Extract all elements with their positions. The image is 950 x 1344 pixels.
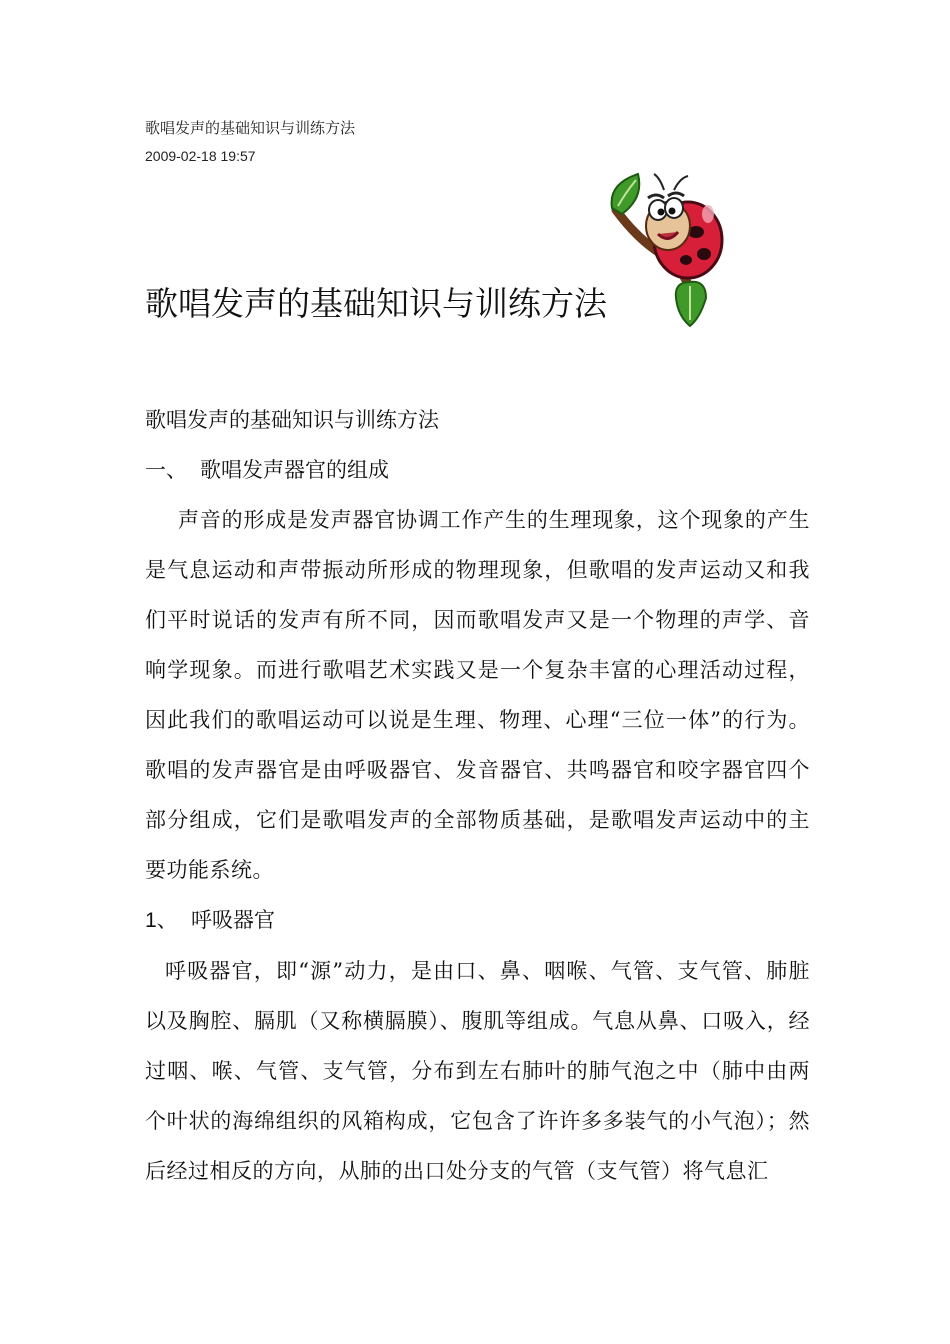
page-title: 歌唱发声的基础知识与训练方法 [145,284,607,323]
section-number: 一、 [145,458,187,482]
subsection-number: 1、 [145,909,178,932]
header-date: 2009-02-18 19:57 [145,148,256,164]
header-title: 歌唱发声的基础知识与训练方法 [145,119,356,137]
subsection-heading [145,895,810,946]
section-heading [145,445,810,495]
document-body [145,395,810,1196]
ladybug-icon [608,170,726,330]
section-subtitle: 歌唱发声的基础知识与训练方法 [145,408,439,432]
section-title: 歌唱发声器官的组成 [200,458,389,482]
paragraph: 声音的形成是发声器官协调工作产生的生理现象，这个现象的产生是气息运动和声带振动所形成的物理现象，但歌唱的发声运动又和我们平时说话的发声有所不同，因而歌唱发声又是一个物理的声学、音响学现象。而进行歌唱艺术实践又是一个复杂丰富的心理活动过程，因此我们的歌唱运动可以说是生理、物理、心理“三位一体”的行为。歌唱的发声器官是由呼吸器官、发音器官、共鸣器官和咬字器官四个部分组成，它们是歌唱发声的全部物质基础，是歌唱发声运动中的主要功能系统。 [145,508,810,882]
subsection-title: 呼吸器官 [191,908,275,932]
paragraph: 呼吸器官，即“源”动力，是由口、鼻、咽喉、气管、支气管、肺脏以及胸腔、膈肌（又称横膈膜）、腹肌等组成。气息从鼻、口吸入，经过咽、喉、气管、支气管，分布到左右肺叶的肺气泡之中（肺中由两个叶状的海绵组织的风箱构成，它包含了许许多多装气的小气泡）；然后经过相反的方向，从肺的出口处分支的气管（支气管）将气息汇 [145,959,810,1183]
